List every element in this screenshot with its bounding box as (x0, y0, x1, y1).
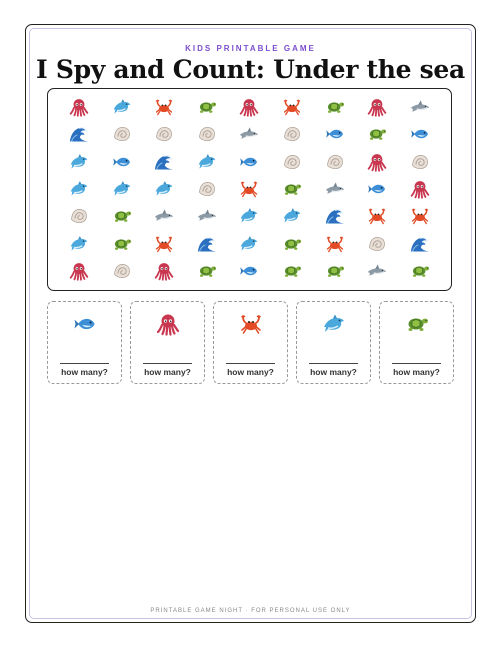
answer-line[interactable] (143, 363, 192, 364)
shell-icon (271, 120, 314, 147)
wave-icon (398, 230, 441, 257)
wave-icon (143, 148, 186, 175)
search-grid (47, 88, 452, 291)
dolphin-icon (101, 93, 144, 120)
shell-icon (58, 203, 101, 230)
counter-card (213, 301, 288, 384)
answer-line[interactable] (60, 363, 109, 364)
dolphin-icon (58, 230, 101, 257)
fish-icon (73, 312, 97, 336)
crab-icon (228, 175, 271, 202)
crab-icon (398, 203, 441, 230)
octopus-icon (356, 93, 399, 120)
crab-icon (356, 203, 399, 230)
fish-icon (398, 120, 441, 147)
turtle-icon (186, 258, 229, 285)
shell-icon (271, 148, 314, 175)
answer-line[interactable] (392, 363, 441, 364)
shark-icon (228, 120, 271, 147)
kicker-label: KIDS PRINTABLE GAME (185, 44, 316, 53)
wave-icon (58, 120, 101, 147)
dolphin-icon (228, 230, 271, 257)
dolphin-icon (271, 203, 314, 230)
octopus-icon (156, 312, 180, 336)
dolphin-icon (186, 148, 229, 175)
wave-icon (186, 230, 229, 257)
fish-icon (101, 148, 144, 175)
counter-card (130, 301, 205, 384)
turtle-icon (101, 203, 144, 230)
dolphin-icon (143, 175, 186, 202)
crab-icon (313, 230, 356, 257)
shell-icon (186, 175, 229, 202)
turtle-icon (313, 93, 356, 120)
turtle-icon (271, 175, 314, 202)
crab-icon (143, 93, 186, 120)
shark-icon (186, 203, 229, 230)
fish-icon (228, 148, 271, 175)
page-title: I Spy and Count: Under the sea (36, 55, 465, 84)
worksheet (25, 24, 476, 623)
shell-icon (101, 120, 144, 147)
how-many-label: how many? (61, 367, 108, 377)
shark-icon (356, 258, 399, 285)
shell-icon (356, 230, 399, 257)
shark-icon (313, 175, 356, 202)
octopus-icon (356, 148, 399, 175)
answer-line[interactable] (226, 363, 275, 364)
octopus-icon (228, 93, 271, 120)
footer-note: PRINTABLE GAME NIGHT · FOR PERSONAL USE ONLY (150, 608, 351, 614)
shell-icon (313, 148, 356, 175)
fish-icon (228, 258, 271, 285)
fish-icon (356, 175, 399, 202)
counter-cards (47, 301, 452, 385)
octopus-icon (143, 258, 186, 285)
turtle-icon (313, 258, 356, 285)
counter-card (47, 301, 122, 384)
turtle-icon (271, 230, 314, 257)
shell-icon (143, 120, 186, 147)
octopus-icon (58, 93, 101, 120)
turtle-icon (271, 258, 314, 285)
counter-card (296, 301, 371, 384)
shark-icon (143, 203, 186, 230)
turtle-icon (398, 258, 441, 285)
turtle-icon (405, 312, 429, 336)
counter-card (379, 301, 454, 384)
dolphin-icon (58, 148, 101, 175)
turtle-icon (356, 120, 399, 147)
dolphin-icon (322, 312, 346, 336)
how-many-label: how many? (310, 367, 357, 377)
how-many-label: how many? (144, 367, 191, 377)
fish-icon (313, 120, 356, 147)
dolphin-icon (58, 175, 101, 202)
crab-icon (271, 93, 314, 120)
crab-icon (143, 230, 186, 257)
how-many-label: how many? (227, 367, 274, 377)
turtle-icon (186, 93, 229, 120)
shell-icon (186, 120, 229, 147)
crab-icon (239, 312, 263, 336)
answer-line[interactable] (309, 363, 358, 364)
shell-icon (398, 148, 441, 175)
dolphin-icon (228, 203, 271, 230)
wave-icon (313, 203, 356, 230)
shark-icon (398, 93, 441, 120)
octopus-icon (58, 258, 101, 285)
how-many-label: how many? (393, 367, 440, 377)
turtle-icon (101, 230, 144, 257)
dolphin-icon (101, 175, 144, 202)
octopus-icon (398, 175, 441, 202)
shell-icon (101, 258, 144, 285)
